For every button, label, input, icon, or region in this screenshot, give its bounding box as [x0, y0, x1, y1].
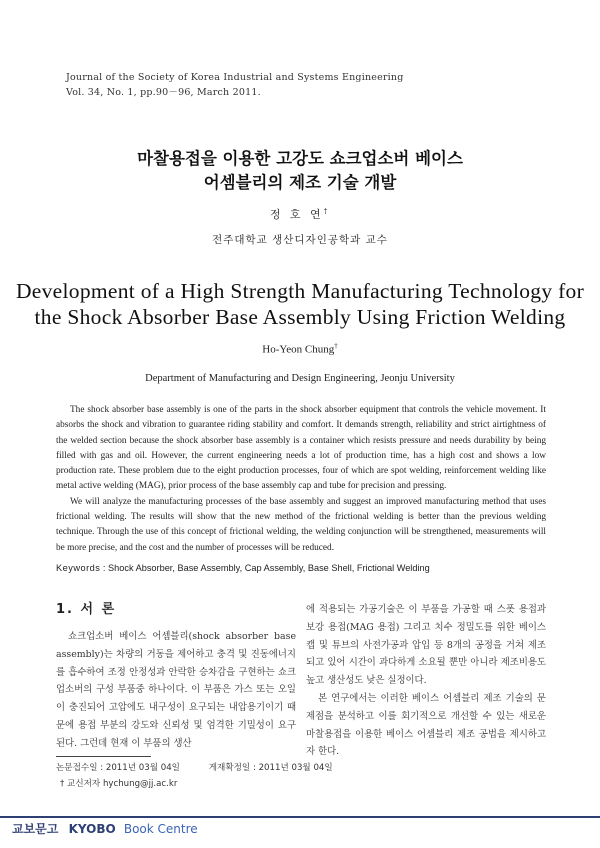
- abstract-paragraph-1: The shock absorber base assembly is one of the parts in the shock absorber equipment that controls the vehicle movement. It absorbs the shock and vibration to guarantee riding stability and comfort. It demands strength, reliability and strict airtightness of the welded section because the shock absorber base assembly is a container which resists pressure and needs durability by being filled with gas and oil. However, the current engineering needs a lot of production time, has a high cost and shows a low production rate. These problem due to the eight production processes, four of which are spot welding, reinforcement welding like metal active welding (MAG), prior process of the base assembly cap and tube for precision and pressing.: [56, 405, 546, 492]
- intro-paragraph-2: 본 연구에서는 이러한 베이스 어셈블리 제조 기술의 문제점을 분석하고 이를 회기적으로 개선할 수 있는 새로운 마찰용접을 이용한 베이스 어셈블리 제조 공법을 제시하고자 한다.: [306, 692, 546, 758]
- english-author-mark: †: [334, 342, 338, 350]
- body-column-left: [56, 628, 296, 753]
- corresponding-author: 교신저자 hychung@jj.ac.kr: [67, 779, 178, 789]
- korean-title-line2: 어셈블리의 제조 기술 개발: [203, 173, 397, 192]
- journal-citation: [66, 70, 404, 100]
- english-author-name: Ho-Yeon Chung: [262, 343, 335, 356]
- english-title-line1: Development of a High Strength Manufacturing Technology for: [15, 279, 585, 303]
- keywords: [56, 563, 430, 573]
- korean-author-mark: †: [323, 207, 331, 216]
- english-affiliation: Department of Manufacturing and Design Engineering, Jeonju University: [145, 373, 455, 384]
- footnote-divider: [56, 756, 151, 757]
- korean-title-line1: 마찰용접을 이용한 고강도 쇼크업소버 베이스: [137, 149, 463, 168]
- keywords-text: : Shock Absorber, Base Assembly, Cap Assembly, Base Shell, Frictional Welding: [102, 563, 430, 573]
- section-heading-introduction: 1. 서 론: [56, 602, 117, 617]
- brand-korean: 교보문고: [12, 822, 59, 836]
- corresponding-mark: †: [60, 779, 65, 789]
- korean-author-name: 정 호 연: [269, 208, 324, 221]
- intro-paragraph-1: 쇼크업소버 베이스 어셈블리(shock absorber base assembly)는 차량의 거동을 제어하고 충격 및 진동에너지를 흡수하여 조정 안정성과 안락한 승차감을 구현하는 쇼크업소버의 구성 부품중 하나이다. 이 부품은 가스 또는 오일이 충진되어 고압에도 내구성이 요구되는 내압용기이기 때문에 용접 부분의 강도와 신뢰성 및 엄격한 기밀성이 요구된다. 그런데 현재 이 부품의 생산: [56, 631, 296, 749]
- received-date: 논문접수일 : 2011년 03월 04일: [56, 763, 180, 773]
- journal-name: Journal of the Society of Korea Industrial and Systems Engineering: [66, 72, 404, 83]
- korean-affiliation: 전주대학교 생산디자인공학과 교수: [212, 234, 388, 246]
- english-title-line2: the Shock Absorber Base Assembly Using Friction Welding: [34, 305, 566, 329]
- footnote-dates: [56, 761, 333, 773]
- abstract: [56, 403, 546, 556]
- body-column-right: [306, 601, 546, 761]
- korean-author: [0, 206, 600, 222]
- brand-english: KYOBO: [68, 822, 116, 836]
- footnote-corresponding: [60, 777, 177, 789]
- accepted-date: 게재확정일 : 2011년 03월 04일: [208, 763, 333, 773]
- keywords-label: Keywords: [56, 563, 101, 573]
- publisher-logo: [12, 820, 198, 837]
- brand-subtitle: Book Centre: [123, 822, 198, 836]
- intro-paragraph-1-continued: 에 적용되는 가공기술은 이 부품을 가공할 때 스폿 용접과 보강 용접(MAG 용접) 그리고 치수 정밀도를 위한 베이스 캡 및 튜브의 사전가공과 압입 등 8개의 공정을 거쳐 제조되고 있어 시간이 과다하게 소요될 뿐만 아니라 제조비용도 높고 생산성도 낮은 실정이다.: [306, 604, 546, 687]
- abstract-paragraph-2: We will analyze the manufacturing processes of the base assembly and suggest an improved manufacturing method that uses frictional welding. The results will show that the new method of the frictional welding is better than the previous welding technique. Through the use of this concept of frictional welding, the welding conjunction will be strengthened, measurements will be more precise, and the cost and the number of processes will be reduced.: [56, 496, 546, 553]
- journal-volume: Vol. 34, No. 1, pp.90－96, March 2011.: [66, 87, 261, 98]
- english-author: [0, 342, 600, 356]
